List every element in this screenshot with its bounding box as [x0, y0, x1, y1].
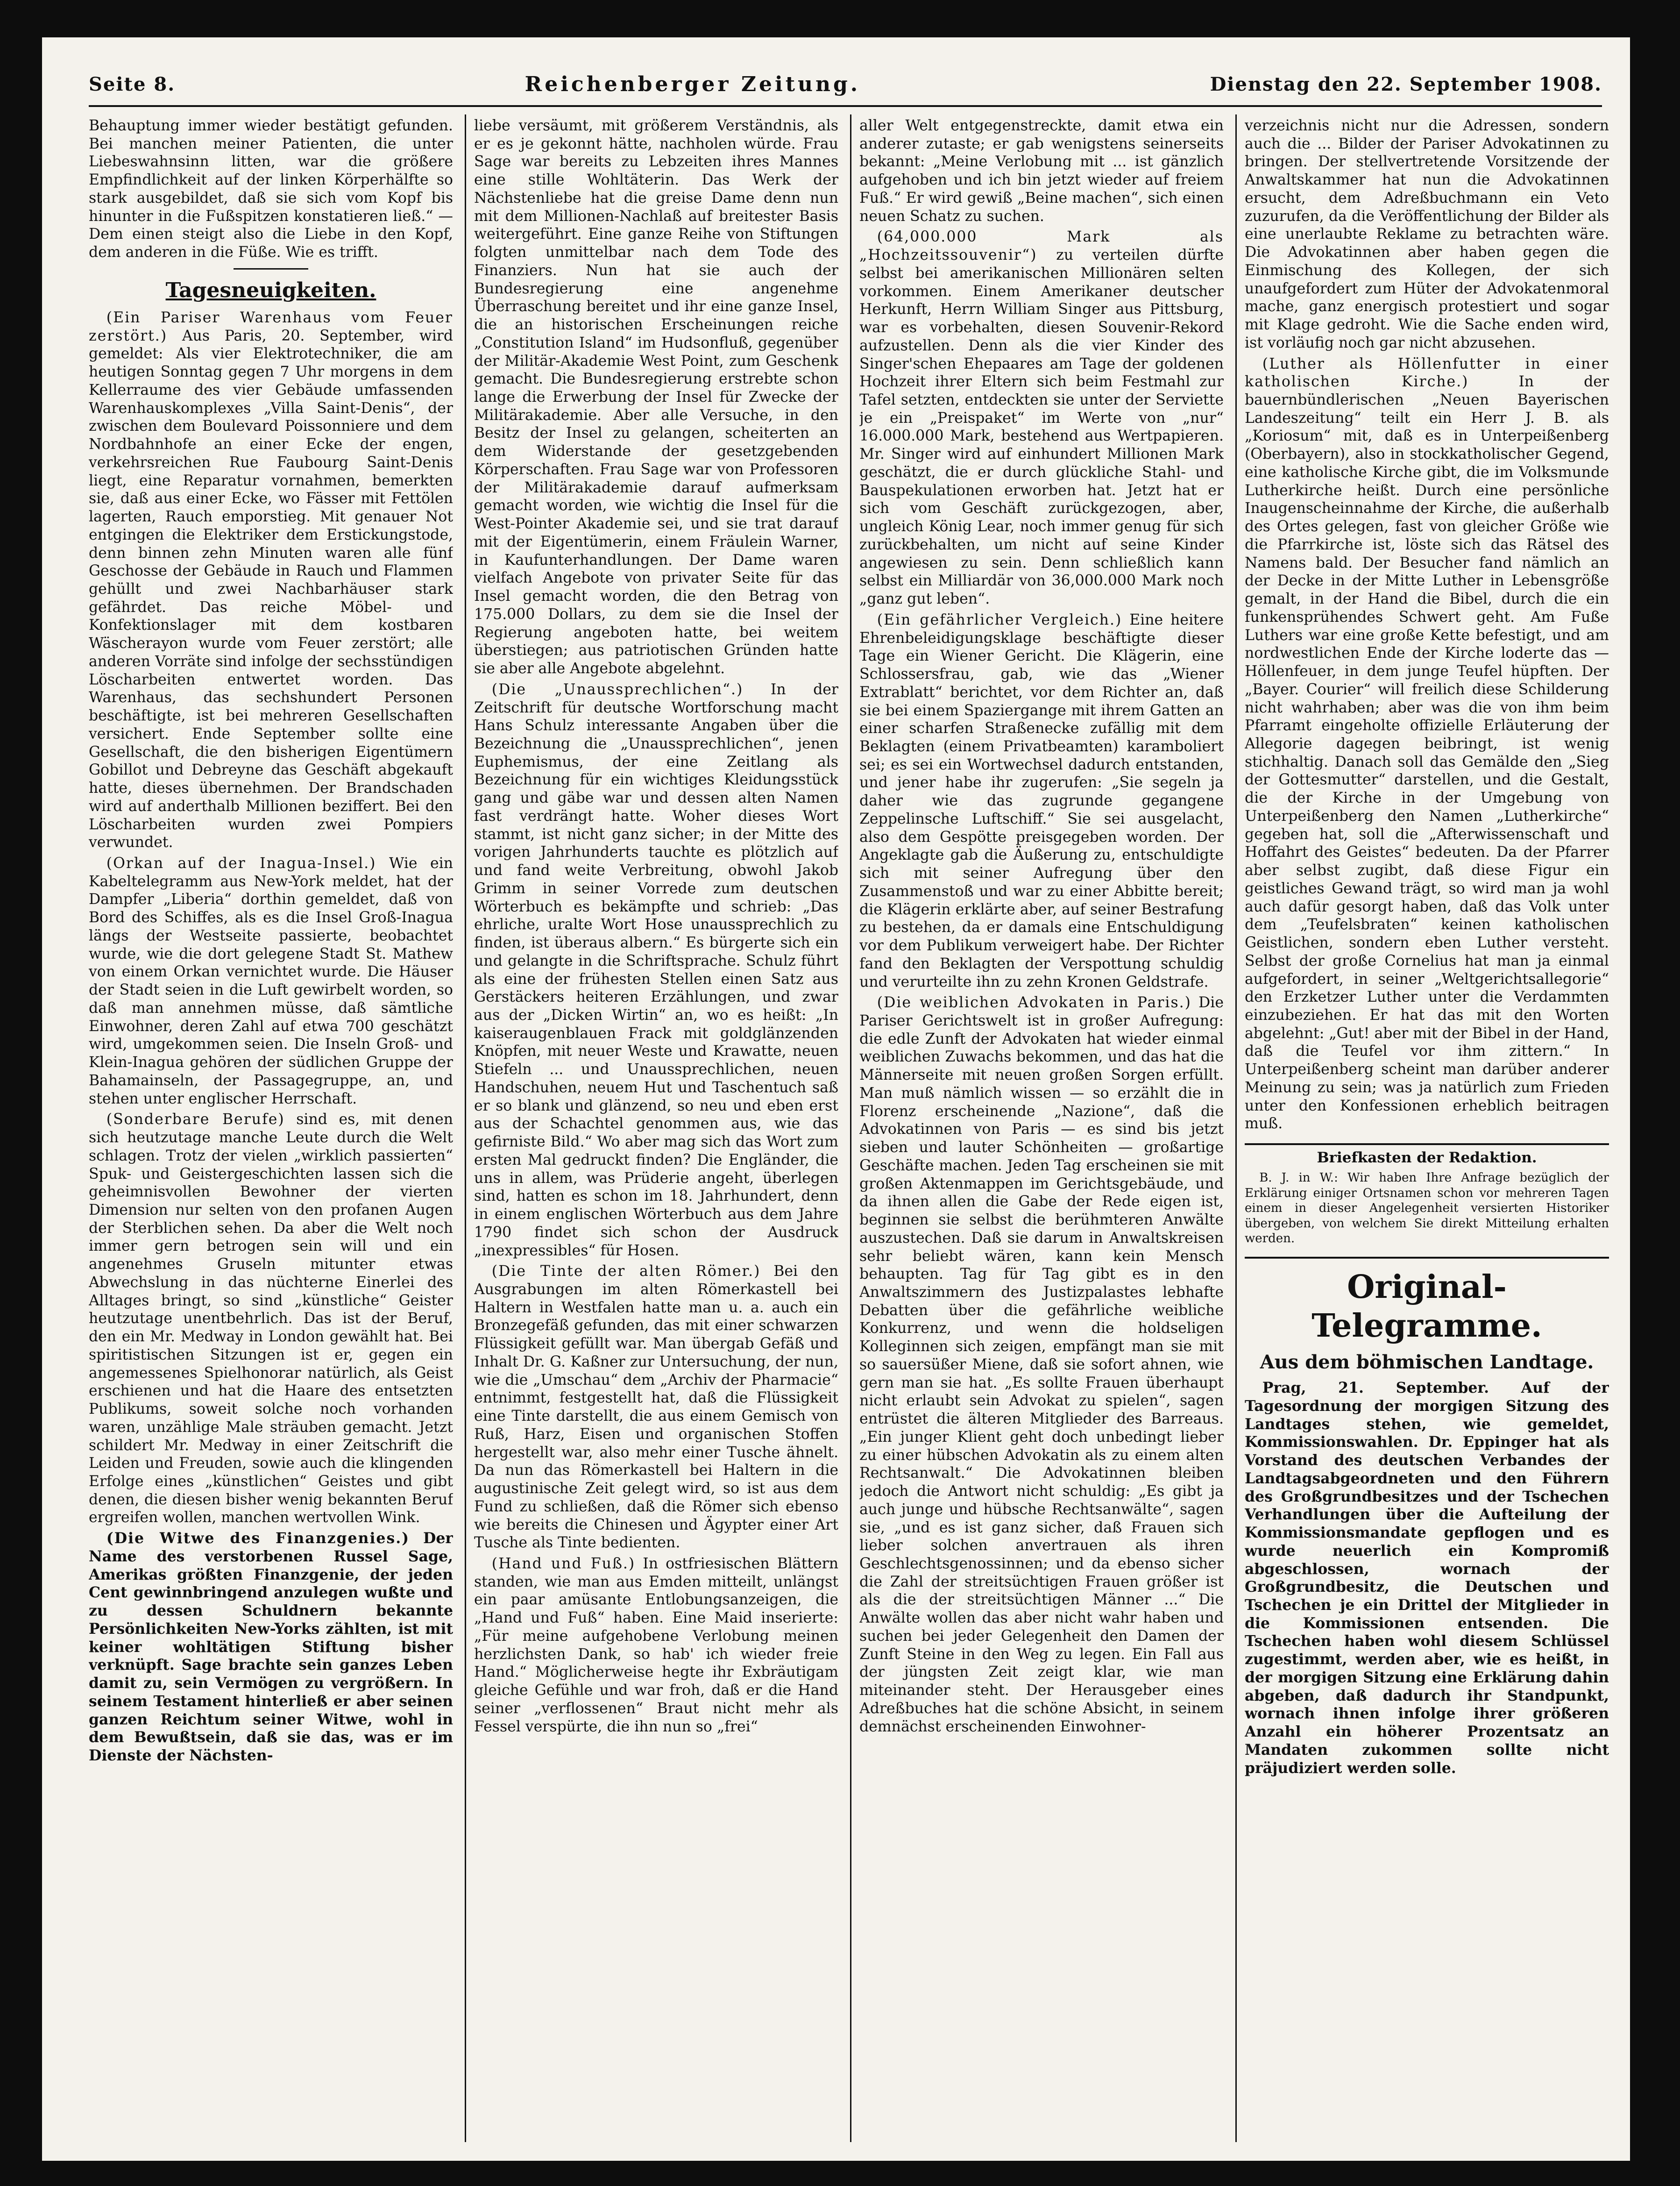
article-paris-fire — [89, 309, 453, 852]
article-roman-ink — [474, 1262, 838, 1552]
article-widow — [89, 1530, 453, 1765]
column-rule — [1235, 114, 1237, 2142]
article-heading: (Luther als Höllenfutter in einer katholischen Kirche.) — [1245, 355, 1609, 391]
article-body: Der Name des verstorbenen Russel Sage, Amerikas größten Finanzgenie, der jeden Cent gewinnbringend anzulegen wußte und zu dessen Schuldnern bekannte Persönlichkeiten New-Yorks zählten, ist mit keiner wohltätigen Stiftung bisher verknüpft. Sage brachte sein ganzes Leben damit zu, sein Vermögen zu vergrößern. In seinem Testament hinterließ er aber seinen ganzen Reichtum seiner Witwe, wohl in dem Bewußtsein, daß sie das, was er im Dienste der Nächsten- — [89, 1530, 453, 1764]
article-heading: (Die Witwe des Finanzgenies.) — [106, 1530, 410, 1547]
divider — [1245, 1257, 1609, 1259]
article-hand-fuss — [474, 1555, 838, 1736]
article-body: In der Zeitschrift für deutsche Wortforschung macht Hans Schulz interessante Angaben über die Bezeichnung die „Unaussprechlichen“, jenen Euphemismus, der eine Zeitlang als Bezeichnung für ein wichtiges Kleidungsstück gang und gäbe war und dessen alten Namen fast verdrängt hatte. Woher dieses Wort stammt, ist nicht ganz sicher; in der Mitte des vorigen Jahrhunderts tauchte es plötzlich auf und fand weite Verbreitung, obwohl Jakob Grimm in seiner Vorrede zum deutschen Wörterbuch es bekämpfte und schrieb: „Das ehrliche, uralte Wort Hose unaussprechlich zu finden, ist überaus albern.“ Es bürgerte sich ein und gelangte in die Schriftsprache. Schulz führt als eine der frühesten Stellen einen Satz aus Gerstäckers heiteren Erzählungen, und zwar aus der „Dicken Wirtin“ an, wo es heißt: „In kaiseraugenblauen Frack mit goldglänzenden Knöpfen, mit neuer Weste und Krawatte, neuen Stiefeln ... und Unaussprechlichen, neuen Handschuhen, neuem Hut und Taschentuch saß er so blank und glänzend, so neu und eben erst aus der Schachtel genommen aus, wie das gefirniste Bild.“ Wo aber mag sich das Wort zum ersten Mal gedruckt finden? Die Engländer, die uns in allem, was Prüderie angeht, überlegen sind, hatten es schon im 18. Jahrhundert, denn in einem englischen Wörterbuch aus dem Jahre 1790 findet sich schon der Ausdruck „inexpressibles“ für Hosen. — [474, 681, 838, 1259]
article-heading: (Die Tinte der alten Römer.) — [491, 1263, 761, 1280]
article-comparison — [859, 611, 1224, 991]
column-1 — [89, 117, 453, 2142]
letterbox-body: B. J. in W.: Wir haben Ihre Anfrage bezüglich der Erklärung einiger Ortsnamen schon vor mehreren Tagen einem in dieser Angelegenheit versierten Historiker übergeben, von welchem Sie direkt Mitteilung erhalten werden. — [1245, 1171, 1609, 1246]
divider — [234, 268, 308, 270]
telegram-heading: Original-Telegramme. — [1311, 1268, 1542, 1345]
article-body: Wie ein Kabeltelegramm aus New-York meldet, hat der Dampfer „Liberia“ dorthin gemeldet, daß von Bord des Schiffes, als es die Insel Groß-Inagua längs der Westseite passierte, beobachtet wurde, wie die dort gelegene Stadt St. Mathew von einem Orkan vernichtet wurde. Die Häuser der Stadt seien in die Luft gewirbelt worden, so daß man annehmen müsse, daß sämtliche Einwohner, deren Zahl auf etwa 700 geschätzt wird, umgekommen seien. Die Inseln Groß- und Klein-Inagua gehören der südlichen Gruppe der Bahamainseln, der Passagegruppe, an, und stehen unter englischer Herrschaft. — [89, 855, 453, 1107]
divider — [1245, 1143, 1609, 1145]
issue-date: Dienstag den 22. September 1908. — [1210, 73, 1602, 95]
section-heading: Tagesneuigkeiten. — [165, 278, 376, 302]
page-number: Seite 8. — [89, 73, 176, 95]
column-rule — [465, 114, 466, 2142]
telegram-body: Prag, 21. September. Auf der Tagesordnung der morgigen Sitzung des Landtages stehen, wie gemeldet, Kommissionswahlen. Dr. Eppinger hat als Vorstand des deutschen Verbandes der Landtagsabgeordneten und den Führern des Großgrundbesitzes und der Tschechen Verhandlungen über die Aufteilung der Kommissionsmandate gepflogen und es wurde neuerlich ein Kompromiß abgeschlossen, wornach der Großgrundbesitz, die Deutschen und Tschechen je ein Drittel der Mitglieder in die Kommissionen entsenden. Die Tschechen haben wohl diesem Schlüssel zugestimmt, werden aber, wie es heißt, in der morgigen Sitzung eine Erklärung dahin abgeben, daß dadurch ihr Standpunkt, wornach ihnen infolge ihrer größeren Anzahl ein höherer Prozentsatz an Mandaten zukommen sollte nicht präjudiziert werden solle. — [1245, 1379, 1609, 1777]
article-heading: (Orkan auf der Inagua-Insel.) — [106, 855, 376, 872]
article-heading: (64,000.000 Mark als „Hochzeitssouvenir“) — [859, 228, 1224, 264]
article-heading: (Sonderbare Berufe) — [106, 1111, 285, 1128]
article-body: zu verteilen dürfte selbst bei amerikanischen Millionären selten vorkommen. Einem Amerikaner deutscher Herkunft, Herrn William Singer aus Pittsburg, war es vorbehalten, diesen Souvenir-Rekord aufzustellen. Denn als die vier Kinder des Singer'schen Ehepaares am Tage der goldenen Hochzeit ihrer Eltern sich beim Festmahl zur Tafel setzten, entdeckten sie unter der Serviette je ein „Preispaket“ im Werte von „nur“ 16.000.000 Mark, bestehend aus Wertpapieren. Mr. Singer wird auf einhundert Millionen Mark geschätzt, die er durch glückliche Stahl- und Bauspekulationen erworben hat. Jetzt hat er sich vom Geschäft zurückgezogen, aber, ungleich König Lear, noch immer genug für sich zurückbehalten, um nicht auf seine Kinder angewiesen zu sein. Denn schließlich kann selbst ein Milliardär von 36,000.000 Mark noch „ganz gut leben“. — [859, 247, 1224, 608]
letterbox-heading: Briefkasten der Redaktion. — [1317, 1149, 1537, 1167]
column-4 — [1245, 117, 1609, 2142]
article-body: Eine heitere Ehrenbeleidigungsklage beschäftigte dieser Tage ein Wiener Gericht. Die Klägerin, eine Schlossersfrau, gab, wie das „Wiener Extrablatt“ berichtet, vor dem Richter an, daß sie bei einem Spaziergange mit ihrem Gatten an einer scharfen Straßenecke zufällig mit dem Beklagten (einem Privatbeamten) karamboliert sei; es sei ein Wortwechsel dadurch entstanden, und jener habe ihr zugerufen: „Sie segeln ja daher wie das zugrunde gegangene Zeppelinsche Luftschiff.“ Sie sei ausgelacht, also dem Gespötte preisgegeben worden. Der Angeklagte gab die Äußerung zu, entschuldigte sich mit seiner Aufregung über den Zusammenstoß und war zu einer Abbitte bereit; die Klägerin erklärte aber, auf seiner Bestrafung zu bestehen, da er damals eine Entschuldigung vor dem Publikum verweigert habe. Der Richter fand den Beklagten der Verspottung schuldig und verurteilte ihn zu zehn Kronen Geldstrafe. — [859, 611, 1224, 990]
article-female-lawyers — [859, 994, 1224, 1736]
article-continuation: Behauptung immer wieder bestätigt gefunden. Bei manchen meiner Patienten, die unter Liebeswahnsinn litten, war die größere Empfindlichkeit auf der linken Körperhälfte so stark ausgebildet, daß sie sich vom Kopf bis hinunter in die Fußspitzen konstatieren ließ.“ — Dem einen steigt also die Liebe in den Kopf, dem anderen in die Füße. Wie es trifft. — [89, 117, 453, 261]
article-heading: (Ein Pariser Warenhaus vom Feuer zerstört.) — [89, 309, 453, 344]
article-continuation: liebe versäumt, mit größerem Verständnis, als er es je gekonnt hätte, nachholen würde. Frau Sage war bereits zu Lebzeiten ihres Mannes eine stille Wohltäterin. Das Werk der Nächstenliebe hat die greise Dame denn nun mit dem Millionen-Nachlaß auf breitester Basis weitergeführt. Eine ganze Reihe von Stiftungen folgten unmittelbar nach dem Tode des Finanziers. Nun hat sie auch der Bundesregierung eine angenehme Überraschung bereitet und ihr eine ganze Insel, die an historischen Erscheinungen reiche „Constitution Island“ im Hudsonfluß, gegenüber der Militär-Akademie West Point, zum Geschenk gemacht. Die Bundesregierung erstrebte schon lange die Erwerbung der Insel für Zwecke der Militärakademie. Aber alle Versuche, in den Besitz der Insel zu gelangen, scheiterten an dem Widerstande der gesetzgebenden Körperschaften. Frau Sage war von Professoren der Militärakademie darauf aufmerksam gemacht worden, wie wichtig die Insel für die West-Pointer Akademie sei, und sie trat darauf mit der Eigentümerin, einem Fräulein Warner, in Kaufunterhandlungen. Der Dame waren vielfach Angebote von privater Seite für das Insel gemacht worden, die den Betrag von 175.000 Dollars, zu dem sie die Insel der Regierung angeboten hatte, bei weitem überstiegen; aus patriotischen Gründen hatte sie aber alle Angebote abgelehnt. — [474, 117, 838, 677]
article-continuation: aller Welt entgegenstreckte, damit etwa ein anderer zutaste; er gab wenigstens seinerseits bekannt: „Meine Verlobung mit ... ist gänzlich aufgehoben und ich bin jetzt wieder auf freiem Fuß.“ Er wird gewiß „Beine machen“, sich einen neuen Schatz zu suchen. — [859, 117, 1224, 225]
article-wedding-souvenir — [859, 228, 1224, 608]
article-body: Die Pariser Gerichtswelt ist in großer Aufregung: die edle Zunft der Advokaten hat wieder einmal weiblichen Zuwachs bekommen, und das hat die Männerseite mit neuen großen Sorgen erfüllt. Man muß nämlich wissen — so erzählt die in Florenz erscheinende „Nazione“, daß die Advokatinnen von Paris — es sind bis jetzt sieben und lauter Schönheiten — großartige Geschäfte machen. Jeden Tag erscheinen sie mit großen Aktenmappen im Gerichtsgebäude, und da ihnen allen die Gabe der Rede eigen ist, beginnen sie selbst die berühmteren Anwälte auszustechen. Daß sie darum in Anwaltskreisen sehr beliebt wären, kann kein Mensch behaupten. Tag für Tag gibt es in den Anwaltszimmern des Justizpalastes lebhafte Debatten über die gefährliche weibliche Konkurrenz, und wenn die holdseligen Kolleginnen sich zeigen, empfängt man sie mit so sauersüßer Miene, daß sie sofort ahnen, wie gern man sie hat. „Es sollte Frauen überhaupt nicht erlaubt sein Advokat zu spielen“, sagen entrüstet die älteren Mitglieder des Barreaus. „Ein junger Klient geht doch unbedingt lieber zu einer hübschen Advokatin als zu einem alten Rechtsanwalt.“ Die Advokatinnen bleiben jedoch die Antwort nicht schuldig: „Es gibt ja auch junge und hübsche Rechtsanwälte“, sagen sie, „und es ist ganz sicher, daß Frauen sich lieber solchen anvertrauen als ihren Geschlechtsgenossinnen; und da ebenso sicher die Zahl der streitsüchtigen Frauen größer ist als die der streitsüchtigen Männer ...“ Die Anwälte wollen das aber nicht wahr haben und suchen bei jeder Gelegenheit den Damen der Zunft Steine in den Weg zu legen. Ein Fall aus der jüngsten Zeit zeigt klar, wie man miteinander steht. Der Herausgeber eines Adreßbuches hat die schöne Absicht, in seinem demnächst erscheinenden Einwohner- — [859, 994, 1224, 1735]
article-heading: (Ein gefährlicher Vergleich.) — [877, 611, 1122, 628]
article-unaussprechlichen — [474, 681, 838, 1260]
article-inagua — [89, 854, 453, 1108]
article-heading: (Hand und Fuß.) — [491, 1555, 636, 1573]
telegram-subheading: Aus dem böhmischen Landtage. — [1260, 1351, 1594, 1373]
article-heading: (Die weiblichen Advokaten in Paris.) — [877, 994, 1191, 1011]
article-continuation: verzeichnis nicht nur die Adressen, sondern auch die ... Bilder der Pariser Advokatinnen zu bringen. Der stellvertretende Vorsitzende der Anwaltskammer hat nun die Advokatinnen ersucht, dem Adreßbuchmann ein Veto zuzurufen, da die Veröffentlichung der Bilder als eine unerlaubte Reklame zu betrachten wäre. Die Advokatinnen aber haben gegen die Einmischung des Kollegen, der sich unaufgefordert zum Hüter der Advokatenmoral mache, ganz energisch protestiert und sogar mit Klage gedroht. Wie die Sache enden wird, ist vorläufig noch gar nicht abzusehen. — [1245, 117, 1609, 351]
newspaper-title: Reichenberger Zeitung. — [525, 72, 861, 96]
article-body: Aus Paris, 20. September, wird gemeldet: Als vier Elektrotechniker, die am heutigen Sonntag gegen 7 Uhr morgens in dem Kellerraume des vier Gebäude umfassenden Warenhauskomplexes „Villa Saint-Denis“, der zwischen dem Boulevard Poissonniere und dem Nordbahnhofe an einer Ecke der engen, verkehrsreichen Rue Faubourg Saint-Denis liegt, eine Reparatur vornahmen, bemerkten sie, daß aus einer Ecke, wo Fässer mit Fettölen lagerten, Rauch emporstieg. Mit genauer Not entgingen die Elektriker dem Erstickungstode, denn binnen zehn Minuten waren alle fünf Geschosse der Gebäude in Rauch und Flammen gehüllt und zwei Nachbarhäuser stark gefährdet. Das reiche Möbel- und Konfektionslager mit dem kostbaren Wäscherayon wurde vom Feuer zerstört; alle anderen Vorräte sind infolge der sechsstündigen Löscharbeiten entwertet worden. Das Warenhaus, das sechshundert Personen beschäftigte, ist bei mehreren Gesellschaften versichert. Ende September sollte eine Gesellschaft, die den bisherigen Eigentümern Gobillot und Debreyne das Geschäft abgekauft hatte, dieses übernehmen. Der Brandschaden wird auf anderthalb Millionen beziffert. Bei den Löscharbeiten wurden zwei Pompiers verwundet. — [89, 327, 453, 851]
newspaper-page — [42, 37, 1630, 2161]
article-heading: (Die „Unaussprechlichen“.) — [491, 681, 744, 698]
masthead — [89, 63, 1602, 107]
column-rule — [850, 114, 851, 2142]
article-body: sind es, mit denen sich heutzutage manche Leute durch die Welt schlagen. Trotz der vielen „wirklich passierten“ Spuk- und Geistergeschichten lassen sich die geheimnisvollen Bewohner der vierten Dimension nur selten von den profanen Augen der Sterblichen sehen. Da aber die Welt noch immer gern betrogen sein will und ein angenehmes Gruseln mitunter etwas Abwechslung in das nüchterne Einerlei des Alltages bringt, so sind „künstliche“ Geister heutzutage unentbehrlich. Das ist der Beruf, den ein Mr. Medway in London gewählt hat. Bei spiritistischen Sitzungen ist er, gegen ein angemessenes Spielhonorar natürlich, als Geist erschienen und hat die Haare des entsetzten Publikums, soweit solche noch vorhanden waren, unzählige Male sträuben gemacht. Jetzt schildert Mr. Medway in einer Zeitschrift die Leiden und Freuden, sowie auch die klingenden Erfolge eines „künstlichen“ Geistes und gibt denen, die diesen bisher wenig bekannten Beruf ergreifen wollen, manchen wertvollen Wink. — [89, 1111, 453, 1526]
column-2 — [474, 117, 838, 2142]
article-professions — [89, 1111, 453, 1527]
article-body: Bei den Ausgrabungen im alten Römerkastell bei Haltern in Westfalen hatte man u. a. auch ein Bronzegefäß gefunden, das mit einer schwarzen Flüssigkeit gefüllt war. Man übergab Gefäß und Inhalt Dr. G. Kaßner zur Untersuchung, der nun, wie die „Umschau“ dem „Archiv der Pharmacie“ entnimmt, festgestellt hat, daß die Flüssigkeit eine Tinte darstellt, die aus einem Gemisch von Ruß, Harz, Eisen und organischen Stoffen hergestellt war, also mehr einer Tusche ähnelt. Da nun das Römerkastell bei Haltern in die augustinische Zeit gelegt wird, so ist aus dem Fund zu schließen, daß die Römer sich ebenso wie bereits die Chinesen und Ägypter einer Art Tusche als Tinte bedienten. — [474, 1263, 838, 1552]
article-body: In ostfriesischen Blättern standen, wie man aus Emden mitteilt, unlängst ein paar amüsante Entlobungsanzeigen, die „Hand und Fuß“ haben. Eine Maid inserierte: „Für meine aufgehobene Verlobung meinen herzlichsten Dank, so hab' ich wieder freie Hand.“ Möglicherweise hegte ihr Exbräutigam gleiche Gefühle und war froh, daß er die Hand seiner „verflossenen“ Braut nicht mehr als Fessel verspürte, die ihn nun so „frei“ — [474, 1555, 838, 1735]
article-luther — [1245, 355, 1609, 1133]
article-body: In der bauernbündlerischen „Neuen Bayerischen Landeszeitung“ teilt ein Herr J. B. als „Koriosum“ mit, daß es in Unterpeißenberg (Oberbayern), also in stockkatholischer Gegend, eine katholische Kirche gibt, die im Volksmunde Lutherkirche heißt. Durch eine persönliche Inaugenscheinnahme der Kirche, die außerhalb des Ortes gelegen, fast von gleicher Größe wie die Pfarrkirche ist, löste sich das Rätsel des Namens bald. Der Besucher fand nämlich an der Decke in der Mitte Luther in Lebensgröße gemalt, in der Hand die Bibel, durch die ein funkensprühendes Schwert geht. Am Fuße Luthers war eine große Kette befestigt, und am nordwestlichen Ende der Kirche loderte das — Höllenfeuer, in dem junge Teufel hüpften. Der „Bayer. Courier“ will freilich diese Schilderung nicht wahrhaben; aber was die von ihm beim Pfarramt eingeholte offizielle Erläuterung der Allegorie dagegen beibringt, ist wenig stichhaltig. Danach soll das Gemälde den „Sieg der Gottesmutter“ darstellen, und die Gestalt, die der Kirche in der Umgebung von Unterpeißenberg den Namen „Lutherkirche“ gegeben hat, soll die „Afterwissenschaft und Hoffahrt des Geistes“ bedeuten. Da der Pfarrer aber selbst zugibt, daß diese Figur ein geistliches Gewand trägt, so wird man ja wohl auch dafür gesorgt haben, daß das Volk unter dem „Teufelsbraten“ keinen katholischen Geistlichen, sondern eben Luther versteht. Selbst der große Cornelius hat man ja einmal aufgefordert, in seiner „Weltgerichtsallegorie“ den Erzketzer Luther unter die Verdammten einzubeziehen. Er hat das mit den Worten abgelehnt: „Gut! aber mit der Bibel in der Hand, daß die Teufel vor ihm zittern.“ In Unterpeißenberg scheint man darüber anderer Meinung zu sein; was ja natürlich zum Frieden unter den Konfessionen erheblich beitragen muß. — [1245, 373, 1609, 1132]
column-3 — [859, 117, 1224, 2142]
